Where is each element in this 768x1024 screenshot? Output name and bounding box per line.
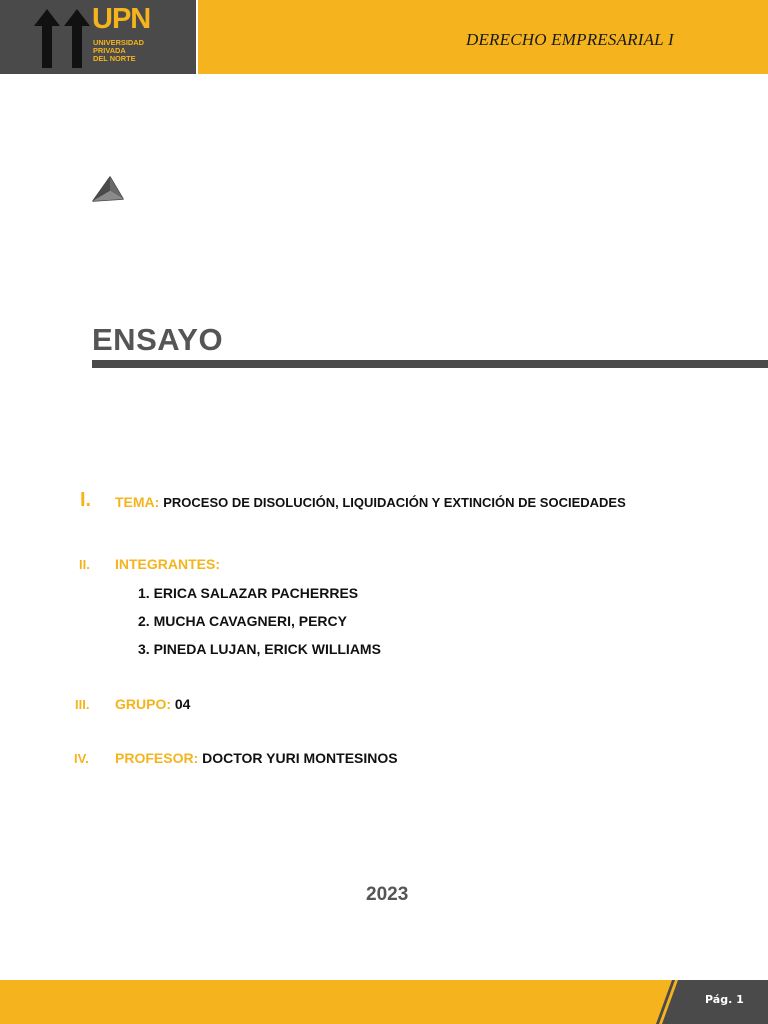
upn-arrows-logo-icon: [32, 6, 92, 70]
title-divider: [92, 360, 768, 368]
integrantes-label: INTEGRANTES:: [115, 556, 220, 572]
section-grupo: [115, 696, 190, 712]
page-title: ENSAYO: [92, 322, 224, 357]
navigation-arrow-icon: [91, 175, 125, 203]
footer-band: [0, 980, 768, 1024]
logo-subtitle: [93, 39, 144, 62]
section-profesor: [115, 750, 398, 766]
logo-panel: [0, 0, 196, 74]
list-item: 1. ERICA SALAZAR PACHERRES: [138, 585, 359, 601]
document-year: 2023: [366, 884, 409, 905]
logo-wordmark: UPN: [92, 3, 151, 35]
section-tema: [115, 494, 626, 510]
logo-subtitle-line: PRIVADA: [93, 45, 126, 55]
logo-subtitle-line: UNIVERSIDAD: [93, 38, 144, 47]
course-title: DERECHO EMPRESARIAL I: [466, 30, 674, 49]
profesor-label: PROFESOR:: [115, 750, 199, 766]
member-list: [138, 585, 381, 669]
profesor-value: DOCTOR YURI MONTESINOS: [202, 750, 398, 766]
list-item: 3. PINEDA LUJAN, ERICK WILLIAMS: [138, 641, 381, 657]
tema-value: PROCESO DE DISOLUCIÓN, LIQUIDACIÓN Y EXTINCIÓN DE SOCIEDADES: [163, 495, 626, 510]
section-numeral: I.: [80, 489, 92, 511]
tema-label: TEMA:: [115, 494, 160, 510]
section-numeral: II.: [79, 557, 90, 572]
page-number: Pág. 1: [705, 993, 744, 1006]
section-numeral: IV.: [74, 751, 89, 766]
logo-subtitle-line: DEL NORTE: [93, 53, 136, 63]
grupo-value: 04: [174, 696, 191, 712]
grupo-label: GRUPO:: [115, 696, 171, 712]
list-item: 2. MUCHA CAVAGNERI, PERCY: [138, 613, 347, 629]
section-numeral: III.: [75, 697, 90, 712]
section-integrantes: [115, 556, 220, 572]
